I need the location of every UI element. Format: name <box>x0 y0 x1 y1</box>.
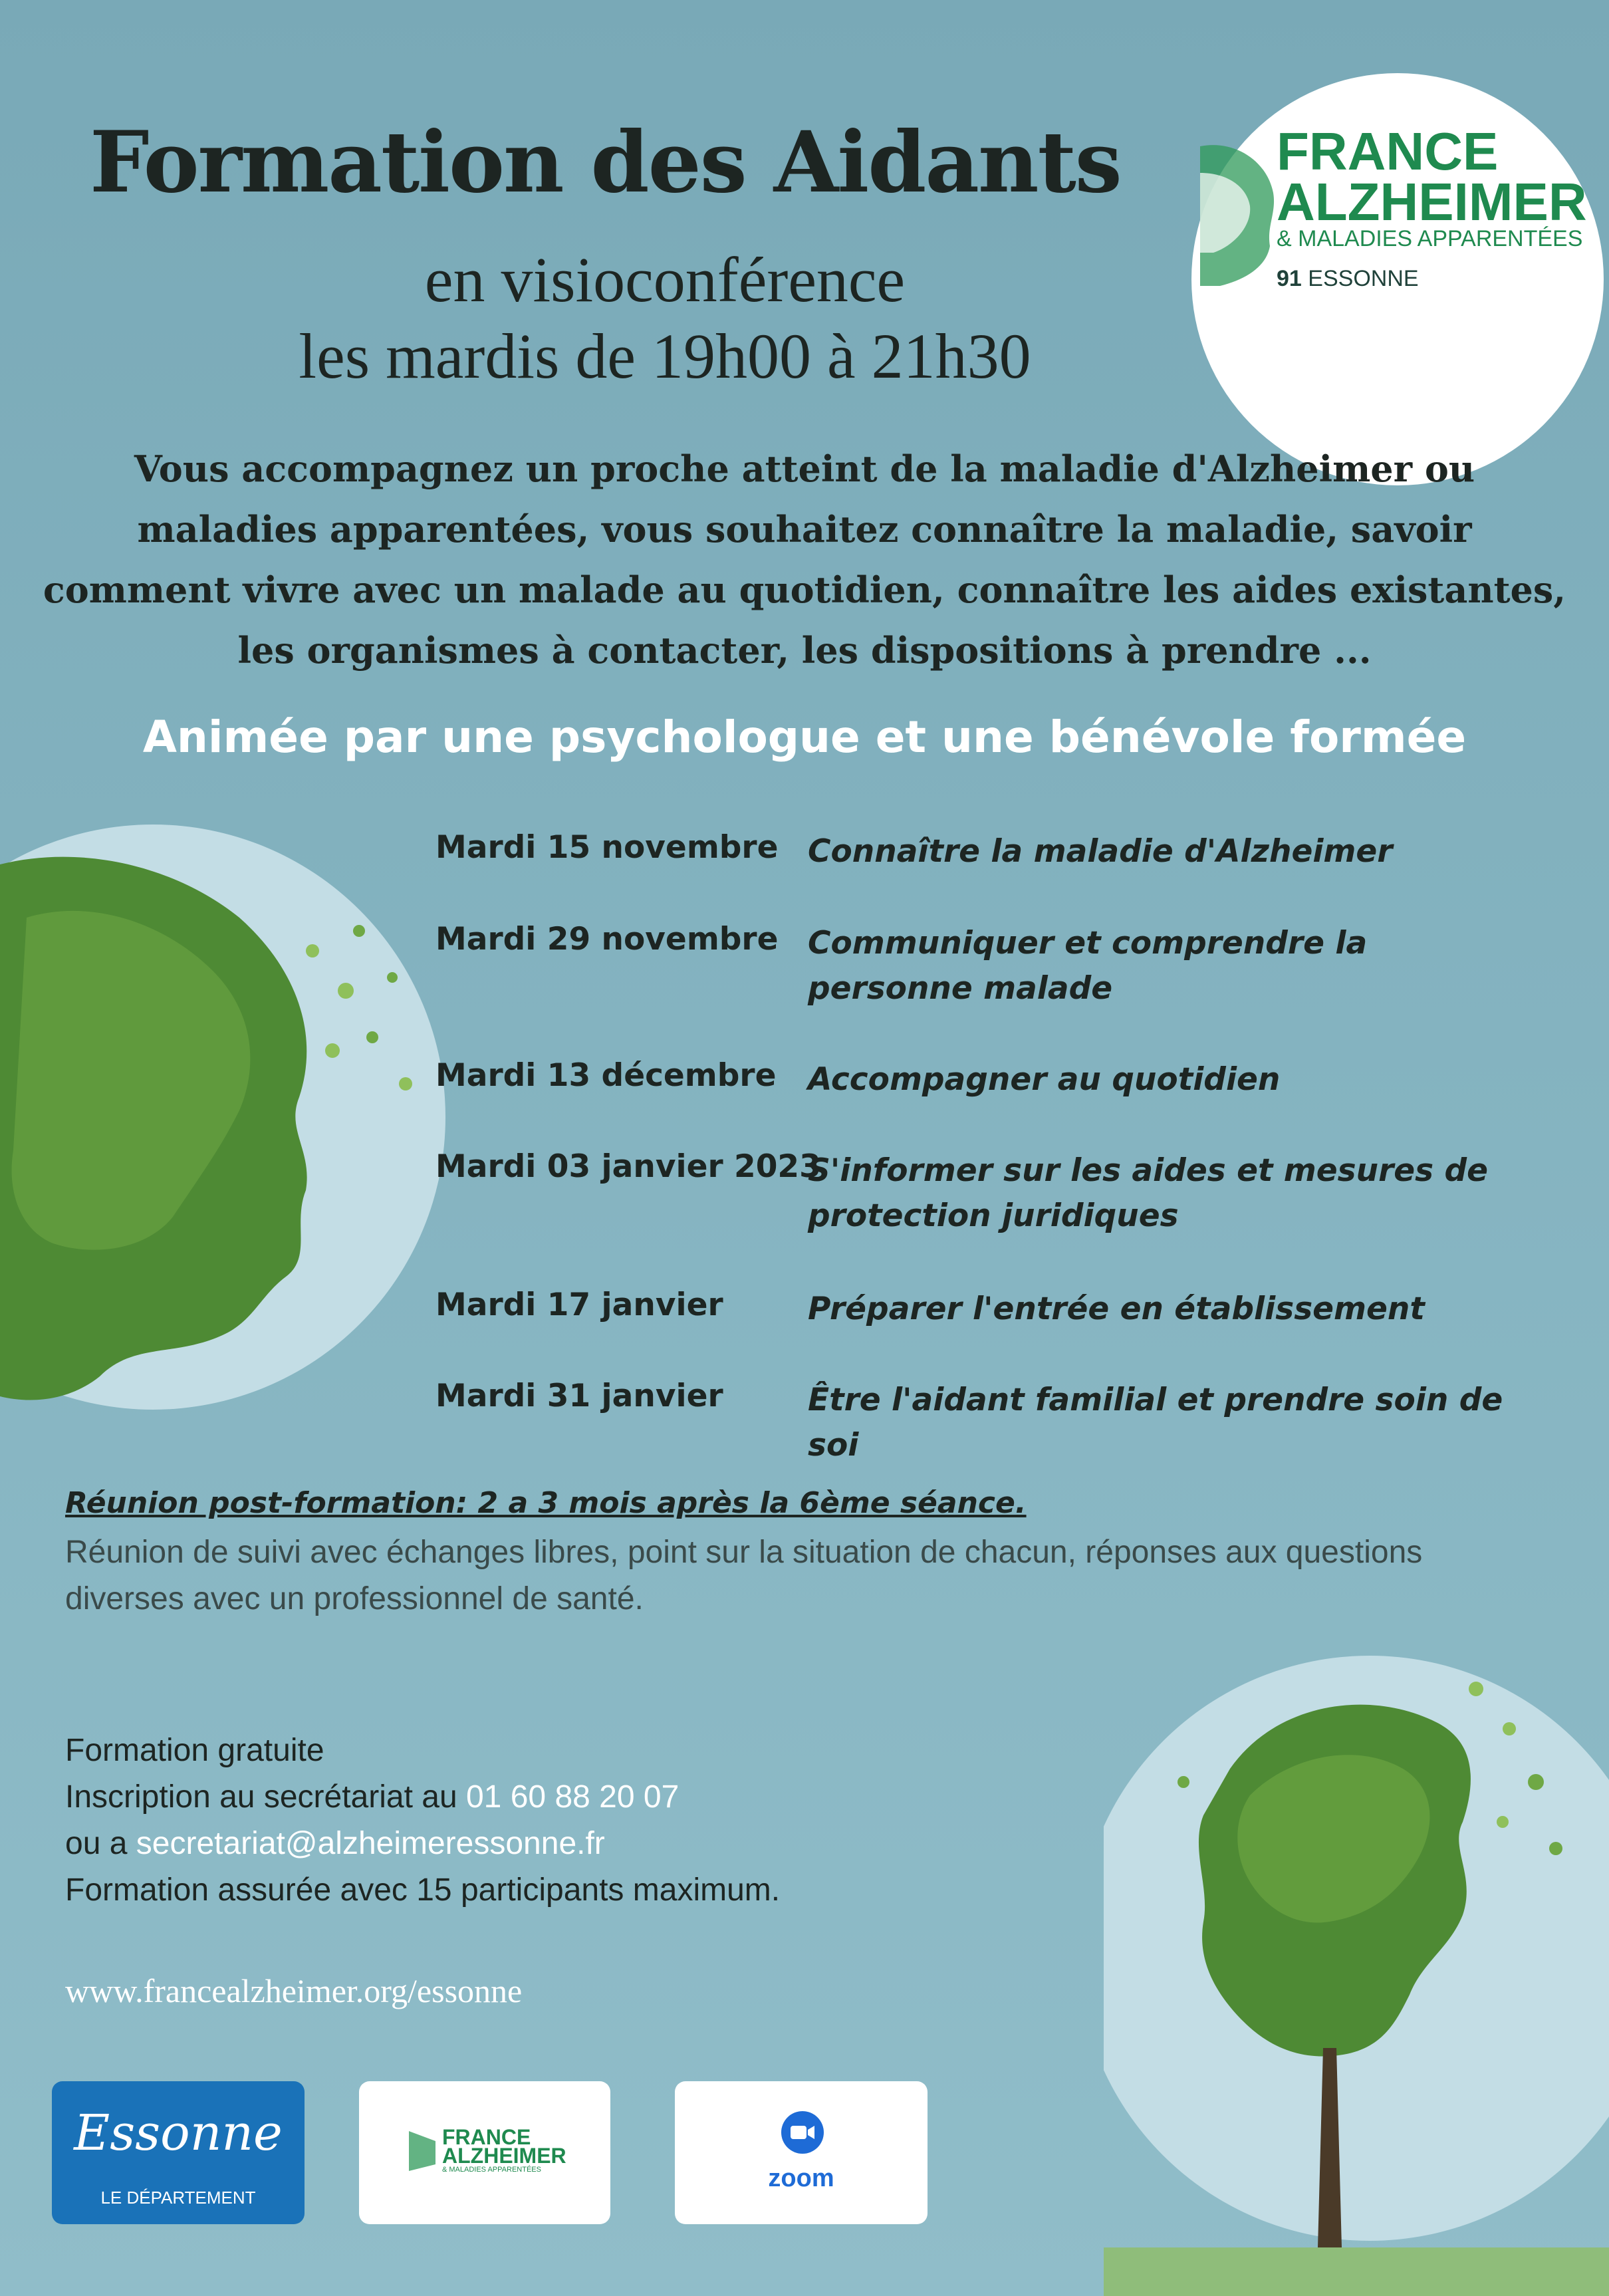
essonne-logo-card <box>52 2081 305 2224</box>
session-date: Mardi 17 janvier <box>435 1287 723 1323</box>
facilitators-heading: Animée par une psychologue et une bénévole formée <box>142 711 1467 763</box>
reunion-description: Réunion de suivi avec échanges libres, point sur la situation de chacun, réponses aux questions diverses avec un professionnel de santé. <box>65 1535 1423 1616</box>
logo-department <box>1277 266 1419 292</box>
session-date: Mardi 31 janvier <box>435 1378 723 1414</box>
session-topic: Connaître la maladie d'Alzheimer <box>808 833 1393 870</box>
info-email <box>65 1825 605 1862</box>
session-topic: Être l'aidant familial et prendre soin de soi <box>808 1382 1503 1464</box>
zoom-wordmark: zoom <box>768 2164 834 2192</box>
session-topic: Communiquer et comprendre la personne malade <box>808 925 1368 1007</box>
info-capacity: Formation assurée avec 15 participants maximum. <box>65 1872 781 1908</box>
reunion-heading: Réunion post-formation: 2 a 3 mois après la 6ème séance. <box>65 1486 1027 1520</box>
logo-dept-name: ESSONNE <box>1308 266 1419 291</box>
email-link[interactable]: secretariat@alzheimeressonne.fr <box>136 1826 605 1861</box>
info-free: Formation gratuite <box>65 1733 324 1768</box>
info-registration-label: Inscription au secrétariat au <box>65 1779 466 1815</box>
session-topic: Préparer l'entrée en établissement <box>808 1291 1425 1327</box>
fa-line-france: FRANCE <box>442 2125 531 2149</box>
subtitle-mode: en visioconférence <box>424 244 906 315</box>
left-tree-head-illustration <box>0 818 465 1416</box>
france-alzheimer-card <box>359 2081 610 2224</box>
logo-wordmark <box>1277 122 1587 231</box>
phone-number[interactable]: 01 60 88 20 07 <box>465 1779 680 1815</box>
session-date: Mardi 13 décembre <box>435 1057 777 1094</box>
right-tree-head-illustration <box>1104 1649 1609 2296</box>
essonne-dept-label: LE DÉPARTEMENT <box>100 2188 256 2208</box>
subtitle-schedule: les mardis de 19h00 à 21h30 <box>299 320 1031 392</box>
session-date: Mardi 29 novembre <box>435 921 779 957</box>
fa-line-alzheimer: ALZHEIMER <box>442 2144 566 2168</box>
info-registration <box>65 1779 679 1815</box>
logo-line-alzheimer: ALZHEIMER <box>1277 172 1587 231</box>
logo-dept-number: 91 <box>1277 266 1302 291</box>
zoom-camera-icon <box>781 2111 824 2154</box>
session-date: Mardi 03 janvier 2023 <box>435 1148 821 1185</box>
logo-tagline: & MALADIES APPARENTÉES <box>1277 226 1583 251</box>
session-topic: Accompagner au quotidien <box>808 1061 1281 1098</box>
session-topic: S'informer sur les aides et mesures de protection juridiques <box>808 1152 1489 1234</box>
fa-small-mark-icon <box>406 2128 439 2174</box>
poster-title: Formation des Aidants <box>90 113 1121 211</box>
session-date: Mardi 15 novembre <box>435 829 779 866</box>
fa-wordmark <box>442 2125 566 2174</box>
fa-tagline: & MALADIES APPARENTÉES <box>442 2166 541 2174</box>
intro-paragraph: Vous accompagnez un proche atteint de la maladie d'Alzheimer ou maladies apparentées, vous souhaitez connaître la maladie, savoir comment vivre avec un malade au quotidien, connaître les aides existantes, les organismes à contacter, les dispositions à prendre ... <box>43 447 1566 672</box>
website-link[interactable]: www.francealzheimer.org/essonne <box>65 1972 523 2009</box>
info-email-label: ou a <box>65 1826 136 1861</box>
logo-line-france: FRANCE <box>1277 122 1499 181</box>
essonne-wordmark: Essonne <box>74 2105 283 2162</box>
zoom-logo-card <box>675 2081 928 2224</box>
logo-head-mark-icon <box>1193 133 1280 293</box>
